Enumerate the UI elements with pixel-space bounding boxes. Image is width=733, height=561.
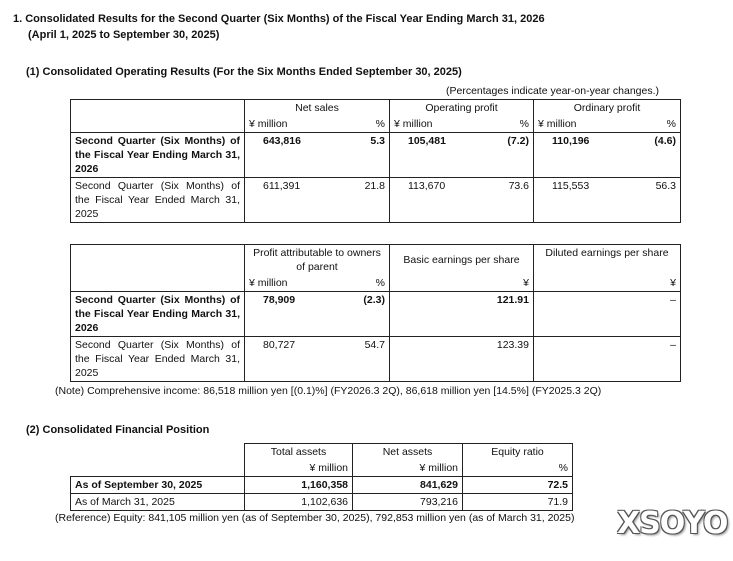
equity-reference-note: (Reference) Equity: 841,105 million yen (as of September 30, 2025), 792,853 million yen (as of March 31, 2025) xyxy=(55,512,575,524)
row-label-prior: As of March 31, 2025 xyxy=(71,494,245,511)
value-cell: 1,102,636 xyxy=(245,494,353,511)
value-cell: 73.6 xyxy=(486,178,534,223)
value-cell: – xyxy=(534,292,681,337)
unit-cell: ¥ million xyxy=(245,116,341,133)
row-label-current: As of September 30, 2025 xyxy=(71,477,245,494)
report-title: 1. Consolidated Results for the Second Quarter (Six Months) of the Fiscal Year Ending March 31, 2026 xyxy=(13,13,545,25)
table1-corner xyxy=(71,100,245,133)
header-operating-profit: Operating profit xyxy=(390,100,534,117)
header-diluted-eps: Diluted earnings per share xyxy=(534,245,681,276)
row-label-current: Second Quarter (Six Months) of the Fiscal Year Ending March 31, 2026 xyxy=(71,133,245,178)
value-cell: – xyxy=(534,337,681,382)
value-cell: 643,816 xyxy=(245,133,341,178)
header-ordinary-profit: Ordinary profit xyxy=(534,100,681,117)
value-cell: (2.3) xyxy=(341,292,390,337)
value-cell: 105,481 xyxy=(390,133,486,178)
value-cell: 72.5 xyxy=(463,477,573,494)
profit-eps-table xyxy=(70,244,681,382)
unit-cell: % xyxy=(341,275,390,292)
unit-cell: ¥ million xyxy=(245,460,353,477)
header-total-assets: Total assets xyxy=(245,444,353,461)
header-equity-ratio: Equity ratio xyxy=(463,444,573,461)
row-label-prior: Second Quarter (Six Months) of the Fiscal Year Ended March 31, 2025 xyxy=(71,337,245,382)
value-cell: 54.7 xyxy=(341,337,390,382)
value-cell: 110,196 xyxy=(534,133,630,178)
value-cell: 115,553 xyxy=(534,178,630,223)
value-cell: 80,727 xyxy=(245,337,341,382)
section1-title: (1) Consolidated Operating Results (For the Six Months Ended September 30, 2025) xyxy=(26,66,462,78)
value-cell: 611,391 xyxy=(245,178,341,223)
table3-corner xyxy=(71,444,245,477)
unit-cell: % xyxy=(341,116,390,133)
section2-title: (2) Consolidated Financial Position xyxy=(26,424,210,436)
header-basic-eps: Basic earnings per share xyxy=(390,245,534,276)
table2-corner xyxy=(71,245,245,292)
financial-position-table xyxy=(70,443,573,511)
watermark-logo: XSOYO xyxy=(617,506,728,541)
unit-cell: ¥ million xyxy=(245,275,341,292)
value-cell: 21.8 xyxy=(341,178,390,223)
value-cell: 793,216 xyxy=(353,494,463,511)
header-net-sales: Net sales xyxy=(245,100,390,117)
value-cell: 78,909 xyxy=(245,292,341,337)
value-cell: 113,670 xyxy=(390,178,486,223)
value-cell: (4.6) xyxy=(630,133,681,178)
value-cell: (7.2) xyxy=(486,133,534,178)
row-label-prior: Second Quarter (Six Months) of the Fiscal Year Ended March 31, 2025 xyxy=(71,178,245,223)
value-cell: 121.91 xyxy=(390,292,534,337)
value-cell: 1,160,358 xyxy=(245,477,353,494)
row-label-current: Second Quarter (Six Months) of the Fiscal Year Ending March 31, 2026 xyxy=(71,292,245,337)
header-profit-owners: Profit attributable to owners of parent xyxy=(245,245,390,276)
unit-cell: ¥ xyxy=(534,275,681,292)
percentage-note: (Percentages indicate year-on-year changes.) xyxy=(446,85,660,97)
header-net-assets: Net assets xyxy=(353,444,463,461)
value-cell: 123.39 xyxy=(390,337,534,382)
operating-results-table xyxy=(70,99,681,223)
unit-cell: ¥ million xyxy=(534,116,630,133)
unit-cell: ¥ million xyxy=(353,460,463,477)
comprehensive-income-note: (Note) Comprehensive income: 86,518 million yen [(0.1)%] (FY2026.3 2Q), 86,618 million yen [14.5%] (FY2025.3 2Q) xyxy=(55,385,602,397)
unit-cell: % xyxy=(630,116,681,133)
unit-cell: % xyxy=(463,460,573,477)
value-cell: 5.3 xyxy=(341,133,390,178)
report-period: (April 1, 2025 to September 30, 2025) xyxy=(28,29,220,41)
unit-cell: ¥ million xyxy=(390,116,486,133)
value-cell: 71.9 xyxy=(463,494,573,511)
unit-cell: ¥ xyxy=(390,275,534,292)
unit-cell: % xyxy=(486,116,534,133)
value-cell: 841,629 xyxy=(353,477,463,494)
value-cell: 56.3 xyxy=(630,178,681,223)
